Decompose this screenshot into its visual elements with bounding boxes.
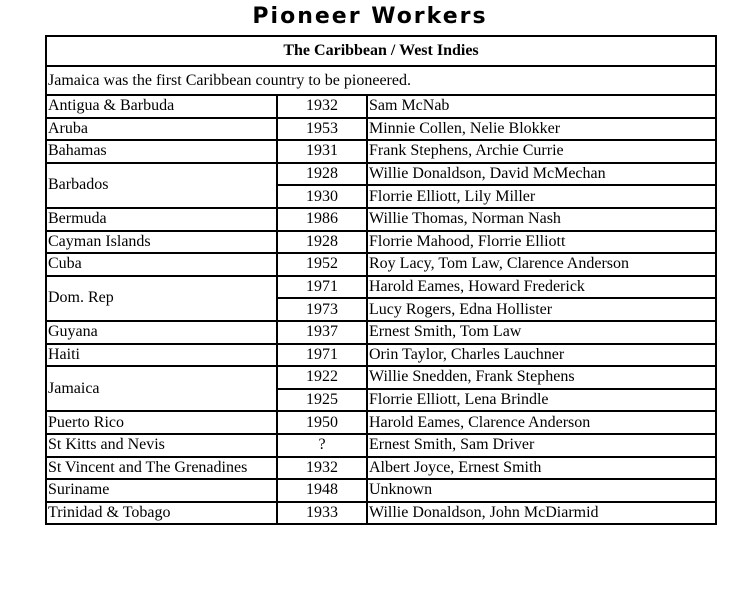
table-row	[46, 321, 716, 344]
country-cell: Suriname	[46, 479, 277, 502]
workers-cell: Albert Joyce, Ernest Smith	[367, 457, 716, 480]
year-cell: 1932	[277, 457, 367, 480]
workers-cell: Harold Eames, Clarence Anderson	[367, 411, 716, 434]
table-row	[46, 140, 716, 163]
year-cell: 1931	[277, 140, 367, 163]
country-cell: Antigua & Barbuda	[46, 95, 277, 118]
workers-cell: Lucy Rogers, Edna Hollister	[367, 298, 716, 321]
year-cell: 1986	[277, 208, 367, 231]
workers-cell: Orin Taylor, Charles Lauchner	[367, 344, 716, 367]
page-title: Pioneer Workers	[252, 4, 488, 29]
country-cell: Cayman Islands	[46, 231, 277, 254]
year-cell: 1971	[277, 276, 367, 299]
workers-cell: Roy Lacy, Tom Law, Clarence Anderson	[367, 253, 716, 276]
workers-cell: Sam McNab	[367, 95, 716, 118]
country-cell: Barbados	[46, 163, 277, 208]
year-cell: 1973	[277, 298, 367, 321]
table-row	[46, 253, 716, 276]
workers-cell: Ernest Smith, Tom Law	[367, 321, 716, 344]
table-row	[46, 344, 716, 367]
table-row	[46, 434, 716, 457]
table-body	[46, 36, 716, 524]
table-row	[46, 208, 716, 231]
country-cell: Dom. Rep	[46, 276, 277, 321]
year-cell: 1952	[277, 253, 367, 276]
country-cell: Bahamas	[46, 140, 277, 163]
year-cell: 1933	[277, 502, 367, 525]
country-cell: Bermuda	[46, 208, 277, 231]
workers-cell: Frank Stephens, Archie Currie	[367, 140, 716, 163]
table-row	[46, 118, 716, 141]
workers-cell: Minnie Collen, Nelie Blokker	[367, 118, 716, 141]
table-row	[46, 411, 716, 434]
table-row	[46, 276, 716, 299]
year-cell: 1930	[277, 185, 367, 208]
year-cell: 1922	[277, 366, 367, 389]
workers-cell: Willie Donaldson, David McMechan	[367, 163, 716, 186]
note-text: Jamaica was the first Caribbean country to be pioneered.	[46, 66, 716, 95]
workers-cell: Florrie Mahood, Florrie Elliott	[367, 231, 716, 254]
note-row	[46, 66, 716, 95]
workers-cell: Florrie Elliott, Lily Miller	[367, 185, 716, 208]
year-cell: 1932	[277, 95, 367, 118]
table-row	[46, 366, 716, 389]
country-cell: St Vincent and The Grenadines	[46, 457, 277, 480]
table-row	[46, 457, 716, 480]
year-cell: 1928	[277, 231, 367, 254]
workers-cell: Harold Eames, Howard Frederick	[367, 276, 716, 299]
country-cell: Trinidad & Tobago	[46, 502, 277, 525]
country-cell: St Kitts and Nevis	[46, 434, 277, 457]
year-cell: 1971	[277, 344, 367, 367]
year-cell: 1953	[277, 118, 367, 141]
workers-cell: Unknown	[367, 479, 716, 502]
table-row	[46, 95, 716, 118]
workers-cell: Willie Donaldson, John McDiarmid	[367, 502, 716, 525]
year-cell: 1948	[277, 479, 367, 502]
table-row	[46, 502, 716, 525]
year-cell: 1937	[277, 321, 367, 344]
table-row	[46, 479, 716, 502]
table-row	[46, 163, 716, 186]
country-cell: Puerto Rico	[46, 411, 277, 434]
workers-cell: Willie Thomas, Norman Nash	[367, 208, 716, 231]
country-cell: Haiti	[46, 344, 277, 367]
workers-cell: Florrie Elliott, Lena Brindle	[367, 389, 716, 412]
workers-cell: Ernest Smith, Sam Driver	[367, 434, 716, 457]
workers-cell: Willie Snedden, Frank Stephens	[367, 366, 716, 389]
country-cell: Guyana	[46, 321, 277, 344]
year-cell: 1928	[277, 163, 367, 186]
table-row	[46, 231, 716, 254]
country-cell: Aruba	[46, 118, 277, 141]
year-cell: ?	[277, 434, 367, 457]
year-cell: 1925	[277, 389, 367, 412]
section-title: The Caribbean / West Indies	[46, 36, 716, 66]
section-header-row	[46, 36, 716, 66]
country-cell: Jamaica	[46, 366, 277, 411]
year-cell: 1950	[277, 411, 367, 434]
pioneer-workers-table	[45, 35, 717, 525]
country-cell: Cuba	[46, 253, 277, 276]
